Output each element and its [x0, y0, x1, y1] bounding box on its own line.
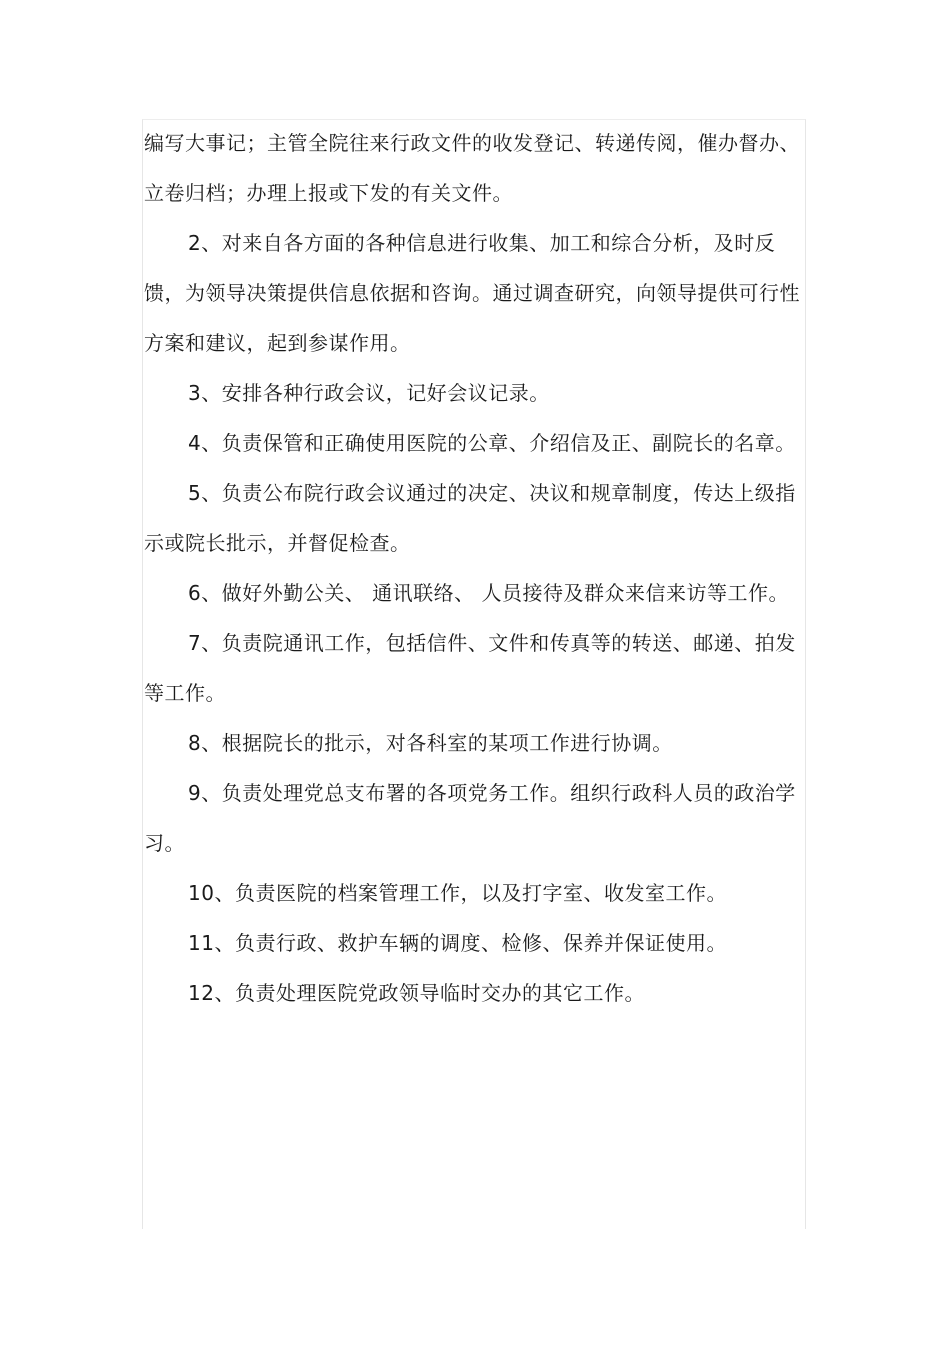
paragraph-intro: 编写大事记；主管全院往来行政文件的收发登记、转递传阅，催办督办、立卷归档；办理上报或下发的有关文件。 [144, 131, 800, 205]
paragraph-item-4: 4、负责保管和正确使用医院的公章、介绍信及正、副院长的名章。 [188, 431, 796, 455]
paragraph-item-10: 10、负责医院的档案管理工作，以及打字室、收发室工作。 [188, 881, 727, 905]
paragraph-item-11: 11、负责行政、救护车辆的调度、检修、保养并保证使用。 [188, 931, 727, 955]
paragraph-item-9: 9、负责处理党总支布署的各项党务工作。组织行政科人员的政治学习。 [144, 781, 796, 855]
paragraph-item-5: 5、负责公布院行政会议通过的决定、决议和规章制度，传达上级指示或院长批示，并督促检查。 [144, 481, 796, 555]
paragraph-item-8: 8、根据院长的批示，对各科室的某项工作进行协调。 [188, 731, 673, 755]
paragraph-item-2: 2、对来自各方面的各种信息进行收集、加工和综合分析，及时反馈，为领导决策提供信息依据和咨询。通过调查研究，向领导提供可行性方案和建议，起到参谋作用。 [144, 231, 800, 355]
paragraph-item-7: 7、负责院通讯工作，包括信件、文件和传真等的转送、邮递、拍发等工作。 [144, 631, 796, 705]
document-body [144, 118, 804, 1018]
paragraph-item-3: 3、安排各种行政会议，记好会议记录。 [188, 381, 550, 405]
paragraph-item-6: 6、做好外勤公关、 通讯联络、 人员接待及群众来信来访等工作。 [188, 581, 789, 605]
paragraph-item-12: 12、负责处理医院党政领导临时交办的其它工作。 [188, 981, 645, 1005]
